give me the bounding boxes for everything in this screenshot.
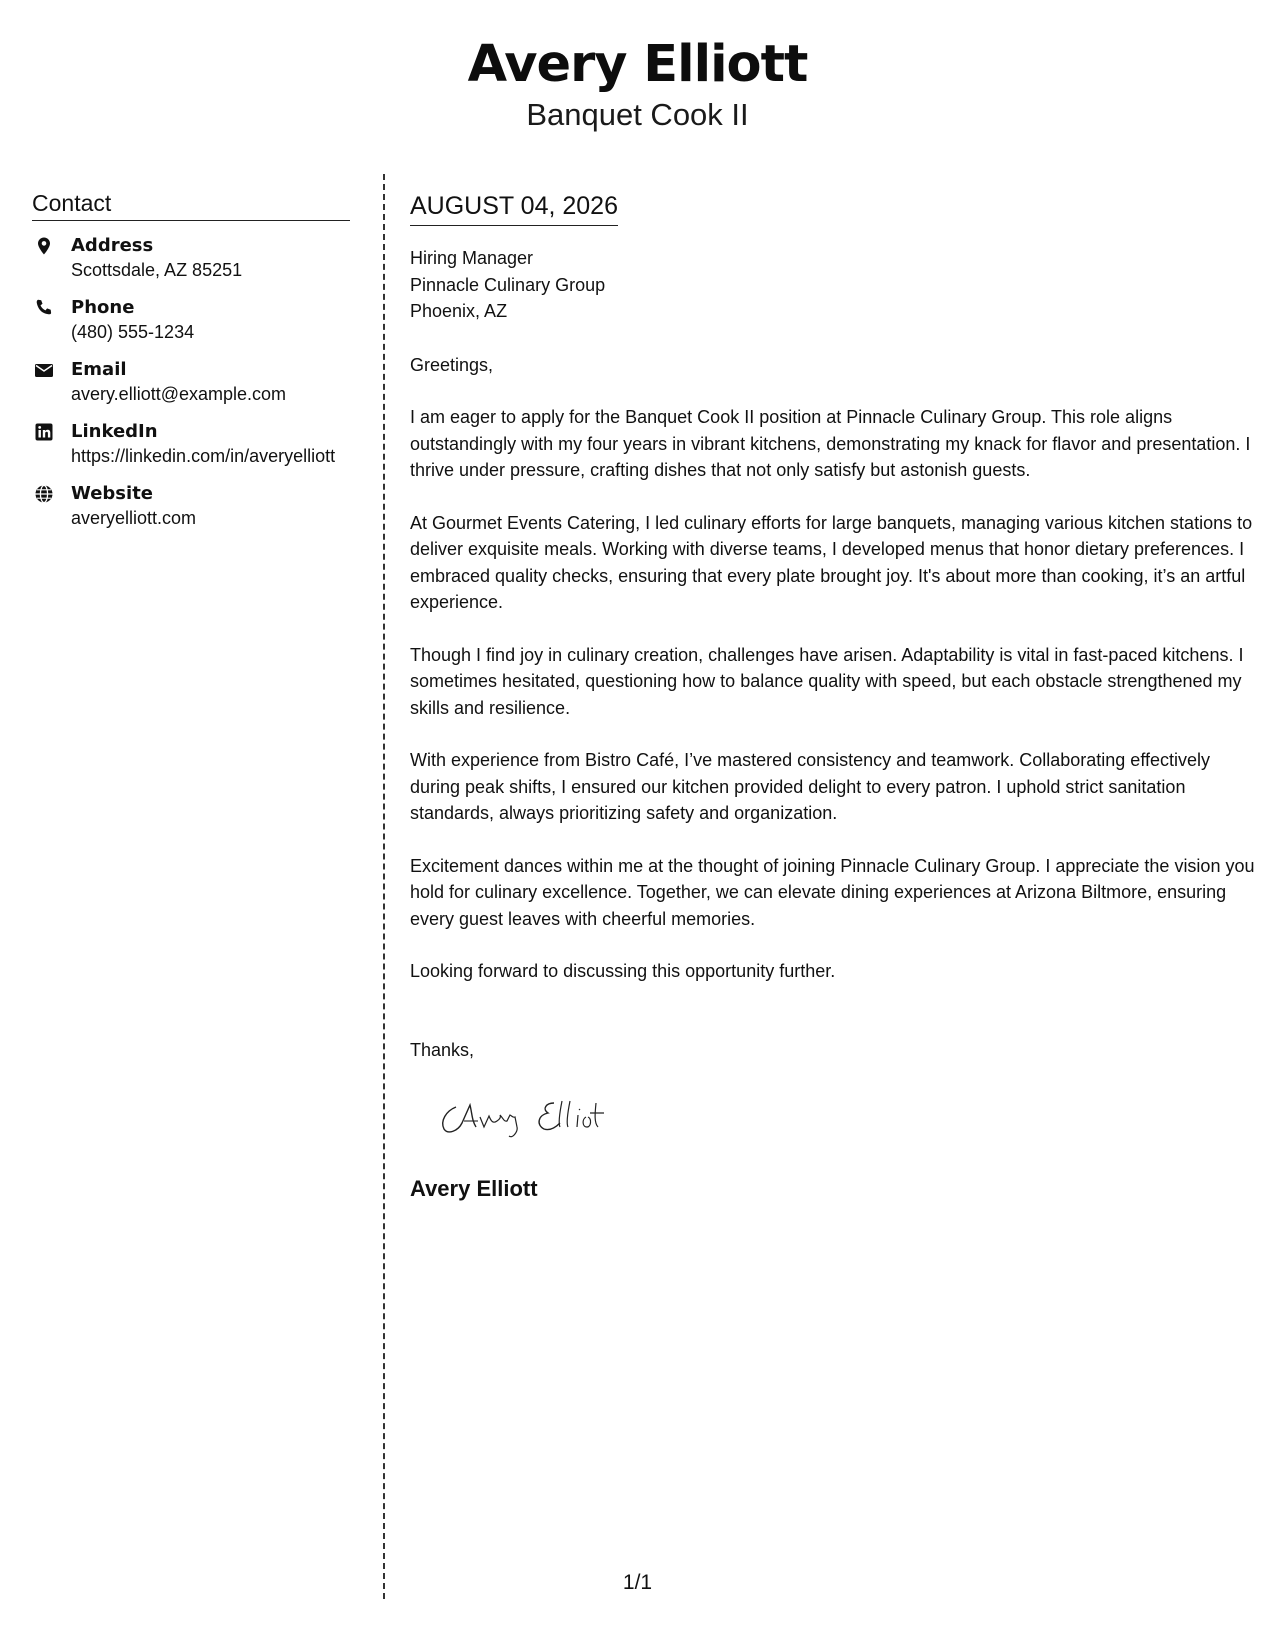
contact-label: Email	[71, 359, 127, 380]
closing: Thanks,	[410, 1039, 475, 1060]
contact-label: LinkedIn	[71, 421, 158, 442]
contact-heading: Contact	[32, 188, 350, 221]
contact-item-email	[32, 357, 350, 407]
contact-item-website	[32, 481, 350, 531]
phone-value: (480) 555-1234	[71, 322, 195, 342]
body-paragraph: With experience from Bistro Café, I’ve mastered consistency and teamwork. Collaborating effectively during peak shifts, I ensured our kitchen provided delight to every patron. I uphold strict sanitation standards, always prioritizing safety and organization.	[410, 750, 1211, 823]
recipient-line: Pinnacle Culinary Group	[410, 274, 606, 295]
body-paragraph: Looking forward to discussing this opportunity further.	[410, 961, 836, 981]
contact-label: Phone	[71, 297, 135, 318]
body-paragraph: Excitement dances within me at the thought of joining Pinnacle Culinary Group. I appreciate the vision you hold for culinary excellence. Together, we can elevate dining experiences at Arizona Biltmore, ensuring every guest leaves with cheerful memories.	[410, 855, 1255, 929]
contact-item-linkedin	[32, 419, 350, 469]
signature-image	[434, 1093, 694, 1143]
job-title: Banquet Cook II	[526, 97, 749, 132]
letter-body	[410, 190, 1255, 1203]
contact-item-address	[32, 233, 350, 283]
letter-date: AUGUST 04, 2026	[410, 190, 618, 226]
email-value: avery.elliott@example.com	[71, 384, 287, 404]
website-value[interactable]: averyelliott.com	[71, 508, 197, 528]
body-paragraph: I am eager to apply for the Banquet Cook II position at Pinnacle Culinary Group. This role aligns outstandingly with my four years in vibrant kitchens, demonstrating my knack for flavor and presentation. I thrive under pressure, crafting dishes that not only satisfy but astonish guests.	[410, 407, 1251, 480]
body-paragraph: At Gourmet Events Catering, I led culinary efforts for large banquets, managing various kitchen stations to deliver exquisite meals. Working with diverse teams, I developed menus that honor dietary preferences. I embraced quality checks, ensuring that every plate brought joy. It's about more than cooking, it’s an artful experience.	[410, 512, 1253, 612]
letter-header	[0, 32, 1275, 132]
linkedin-icon	[34, 422, 54, 442]
linkedin-value[interactable]: https://linkedin.com/in/averyelliott	[71, 446, 336, 466]
recipient-line: Hiring Manager	[410, 248, 534, 268]
contact-label: Address	[71, 235, 154, 256]
contact-label: Website	[71, 483, 154, 504]
contact-item-phone	[32, 295, 350, 345]
column-divider	[383, 174, 385, 1599]
map-pin-icon	[34, 236, 54, 256]
recipient-block	[410, 245, 1255, 325]
address-value: Scottsdale, AZ 85251	[71, 260, 243, 280]
applicant-name: Avery Elliott	[467, 35, 808, 94]
signer-name: Avery Elliott	[410, 1175, 538, 1201]
greeting: Greetings,	[410, 354, 494, 375]
envelope-icon	[34, 360, 54, 380]
contact-sidebar	[32, 188, 350, 531]
body-paragraph: Though I find joy in culinary creation, challenges have arisen. Adaptability is vital in fast-paced kitchens. I sometimes hesitated, questioning how to balance quality with speed, but each obstacle strengthened my skills and resilience.	[410, 644, 1244, 718]
page-number: 1/1	[622, 1571, 653, 1594]
globe-icon	[34, 484, 54, 504]
recipient-line: Phoenix, AZ	[410, 301, 508, 321]
phone-icon	[34, 298, 54, 318]
